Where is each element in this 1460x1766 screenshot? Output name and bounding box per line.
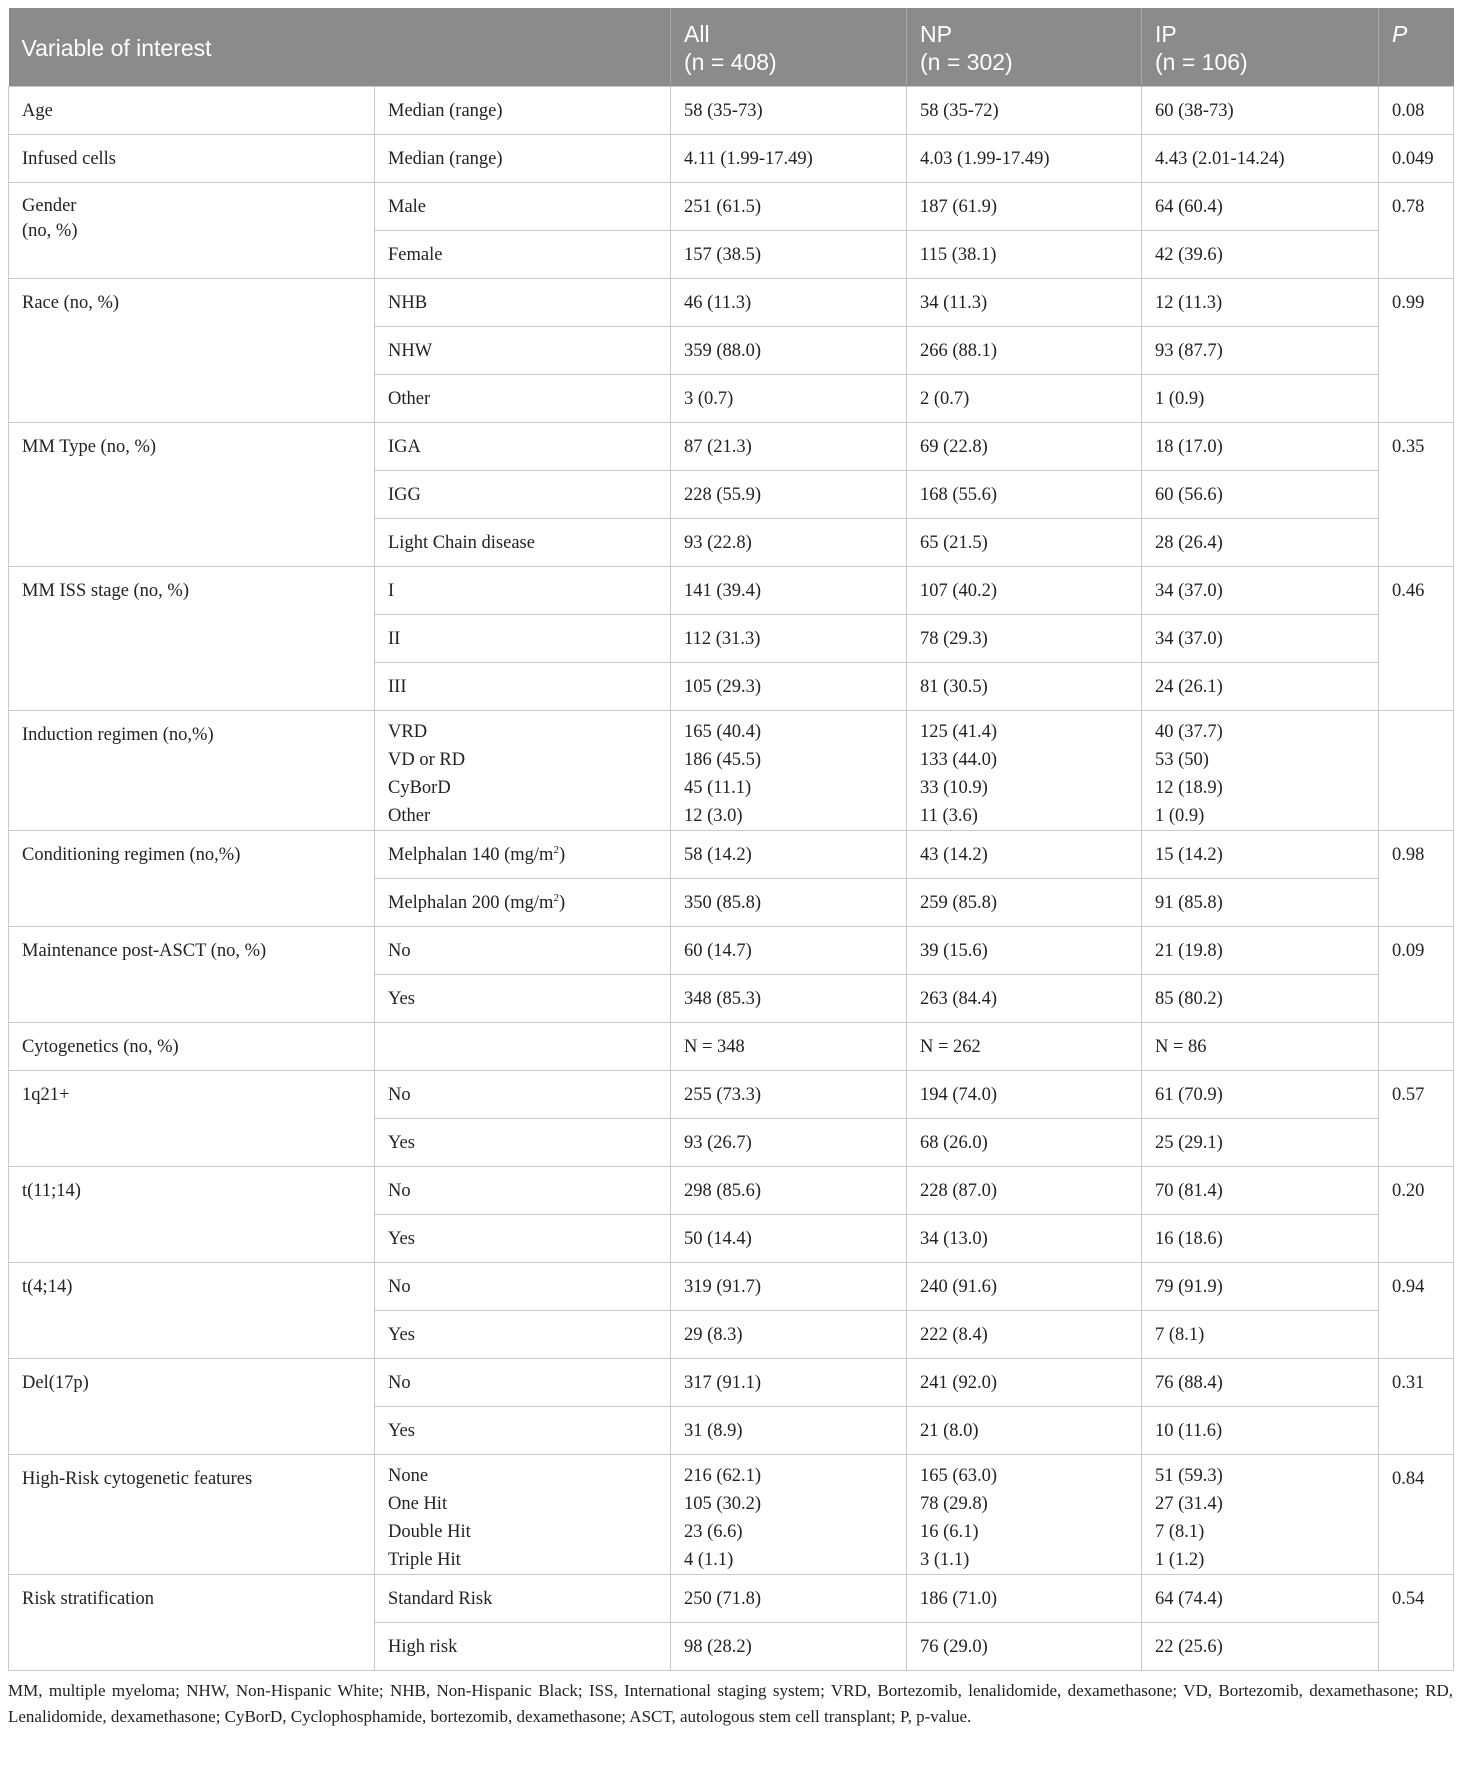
cell-np: 168 (55.6) — [907, 471, 1142, 519]
cell-all: 29 (8.3) — [671, 1311, 907, 1359]
table-row — [9, 87, 1454, 135]
row-sublabel: Standard Risk — [375, 1575, 671, 1623]
row-label: t(11;14) — [9, 1167, 375, 1263]
cell-np: 115 (38.1) — [907, 231, 1142, 279]
row-sublabel: Male — [375, 183, 671, 231]
cell-ip: 60 (56.6) — [1142, 471, 1379, 519]
table-container — [8, 8, 1453, 1730]
cell-ip: 15 (14.2) — [1142, 831, 1379, 879]
row-sublabel: No — [375, 1359, 671, 1407]
cell-ip: 93 (87.7) — [1142, 327, 1379, 375]
table-row — [9, 183, 1454, 231]
row-sublabel: NHW — [375, 327, 671, 375]
cell-all: 251 (61.5) — [671, 183, 907, 231]
cell-all: 60 (14.7) — [671, 927, 907, 975]
cell-p: 0.049 — [1379, 135, 1454, 183]
row-label-line: (no, %) — [22, 221, 78, 241]
cell-np — [907, 1455, 1142, 1575]
cell-p — [1379, 711, 1454, 831]
row-sublabel: III — [375, 663, 671, 711]
cell-np: 240 (91.6) — [907, 1263, 1142, 1311]
row-label: Maintenance post-ASCT (no, %) — [9, 927, 375, 1023]
list-item: 125 (41.4) — [920, 722, 998, 742]
row-sublabel: II — [375, 615, 671, 663]
row-label: Conditioning regimen (no,%) — [9, 831, 375, 927]
cell-p: 0.94 — [1379, 1263, 1454, 1359]
row-sublabel: Yes — [375, 1407, 671, 1455]
cell-ip: 70 (81.4) — [1142, 1167, 1379, 1215]
cell-np: 222 (8.4) — [907, 1311, 1142, 1359]
cell-np: 2 (0.7) — [907, 375, 1142, 423]
header-ip-n: (n = 106) — [1155, 49, 1248, 75]
cell-p — [1379, 1023, 1454, 1071]
superscript: 2 — [553, 891, 559, 904]
cell-p: 0.54 — [1379, 1575, 1454, 1671]
cell-ip: 21 (19.8) — [1142, 927, 1379, 975]
cell-np: 65 (21.5) — [907, 519, 1142, 567]
row-label — [9, 183, 375, 279]
cell-np: 107 (40.2) — [907, 567, 1142, 615]
cell-ip: 91 (85.8) — [1142, 879, 1379, 927]
table-footnote: MM, multiple myeloma; NHW, Non-Hispanic White; NHB, Non-Hispanic Black; ISS, International staging system; VRD, Bortezomib, lenalidomide, dexamethasone; VD, Bortezomib, dexamethasone; RD, Lenalidomide, dexamethasone; CyBorD, Cyclophosphamide, bortezomib, dexamethasone; ASCT, autologous stem cell transplant; P, p-value. — [8, 1681, 1453, 1726]
cell-np: 266 (88.1) — [907, 327, 1142, 375]
cell-all: 93 (26.7) — [671, 1119, 907, 1167]
cell-all: 105 (29.3) — [671, 663, 907, 711]
cell-np: 58 (35-72) — [907, 87, 1142, 135]
row-sublabel: IGA — [375, 423, 671, 471]
cell-all: 298 (85.6) — [671, 1167, 907, 1215]
cell-ip: 28 (26.4) — [1142, 519, 1379, 567]
cell-all: 3 (0.7) — [671, 375, 907, 423]
row-label: Induction regimen (no,%) — [9, 711, 375, 831]
cell-p: 0.20 — [1379, 1167, 1454, 1263]
header-ip-name: IP — [1155, 21, 1177, 47]
list-item: 27 (31.4) — [1155, 1494, 1223, 1514]
table-row — [9, 1359, 1454, 1407]
row-sublabel: Other — [375, 375, 671, 423]
cell-ip: 64 (74.4) — [1142, 1575, 1379, 1623]
table-row — [9, 279, 1454, 327]
sublabel-text: ) — [558, 893, 566, 913]
cell-np: 39 (15.6) — [907, 927, 1142, 975]
cell-all: 359 (88.0) — [671, 327, 907, 375]
list-item: 1 (1.2) — [1155, 1550, 1205, 1570]
cell-p: 0.08 — [1379, 87, 1454, 135]
list-item: 78 (29.8) — [920, 1494, 988, 1514]
cell-p: 0.09 — [1379, 927, 1454, 1023]
sublabel-text: ) — [558, 845, 566, 865]
cell-all: 317 (91.1) — [671, 1359, 907, 1407]
cell-np — [907, 711, 1142, 831]
cell-all: 319 (91.7) — [671, 1263, 907, 1311]
header-np-n: (n = 302) — [920, 49, 1013, 75]
cell-all: 87 (21.3) — [671, 423, 907, 471]
list-item: 165 (63.0) — [920, 1466, 998, 1486]
cell-np: 76 (29.0) — [907, 1623, 1142, 1671]
cell-all: 350 (85.8) — [671, 879, 907, 927]
cell-ip: 42 (39.6) — [1142, 231, 1379, 279]
row-label: Del(17p) — [9, 1359, 375, 1455]
row-label-line: Gender — [22, 196, 77, 216]
cell-ip — [1142, 711, 1379, 831]
cell-np: 4.03 (1.99-17.49) — [907, 135, 1142, 183]
list-item: 12 (18.9) — [1155, 778, 1223, 798]
list-item: VRD — [388, 722, 428, 742]
row-sublabel-list — [375, 1455, 671, 1575]
row-label: Race (no, %) — [9, 279, 375, 423]
row-sublabel: High risk — [375, 1623, 671, 1671]
row-label: Risk stratification — [9, 1575, 375, 1671]
cell-np: 78 (29.3) — [907, 615, 1142, 663]
cell-ip: 64 (60.4) — [1142, 183, 1379, 231]
characteristics-table — [8, 8, 1454, 1671]
cell-np: 194 (74.0) — [907, 1071, 1142, 1119]
row-label: Age — [9, 87, 375, 135]
cell-p: 0.78 — [1379, 183, 1454, 279]
list-item: 16 (6.1) — [920, 1522, 979, 1542]
cell-all: 58 (14.2) — [671, 831, 907, 879]
table-row — [9, 927, 1454, 975]
table-row — [9, 711, 1454, 831]
cell-ip: N = 86 — [1142, 1023, 1379, 1071]
list-item: CyBorD — [388, 778, 451, 798]
cell-ip: 12 (11.3) — [1142, 279, 1379, 327]
cell-np: 241 (92.0) — [907, 1359, 1142, 1407]
row-label: Infused cells — [9, 135, 375, 183]
cell-all — [671, 711, 907, 831]
list-item: 40 (37.7) — [1155, 722, 1223, 742]
table-row — [9, 135, 1454, 183]
list-item: 133 (44.0) — [920, 750, 998, 770]
row-sublabel: Female — [375, 231, 671, 279]
cell-np: 259 (85.8) — [907, 879, 1142, 927]
cell-p: 0.57 — [1379, 1071, 1454, 1167]
row-label: MM ISS stage (no, %) — [9, 567, 375, 711]
row-label: 1q21+ — [9, 1071, 375, 1167]
list-item: Double Hit — [388, 1522, 471, 1542]
table-row — [9, 1071, 1454, 1119]
sublabel-text: Melphalan 200 (mg/m — [388, 893, 554, 913]
cell-ip: 1 (0.9) — [1142, 375, 1379, 423]
list-item: Triple Hit — [388, 1550, 461, 1570]
cell-all: N = 348 — [671, 1023, 907, 1071]
table-row — [9, 1575, 1454, 1623]
cell-all — [671, 1455, 907, 1575]
cell-ip: 61 (70.9) — [1142, 1071, 1379, 1119]
list-item: 4 (1.1) — [684, 1550, 734, 1570]
header-p: P — [1379, 8, 1454, 87]
list-item: 3 (1.1) — [920, 1550, 970, 1570]
row-sublabel: Yes — [375, 1215, 671, 1263]
header-variable: Variable of interest — [9, 8, 671, 87]
cell-ip: 25 (29.1) — [1142, 1119, 1379, 1167]
cell-ip: 34 (37.0) — [1142, 615, 1379, 663]
cell-np: 69 (22.8) — [907, 423, 1142, 471]
cell-all: 93 (22.8) — [671, 519, 907, 567]
header-ip — [1142, 8, 1379, 87]
cell-p: 0.31 — [1379, 1359, 1454, 1455]
list-item: VD or RD — [388, 750, 466, 770]
cell-all: 348 (85.3) — [671, 975, 907, 1023]
list-item: Other — [388, 806, 431, 826]
list-item: 45 (11.1) — [684, 778, 752, 798]
row-sublabel: No — [375, 927, 671, 975]
list-item: 11 (3.6) — [920, 806, 978, 826]
header-np — [907, 8, 1142, 87]
list-item: 216 (62.1) — [684, 1466, 762, 1486]
list-item: 12 (3.0) — [684, 806, 743, 826]
cell-np: 263 (84.4) — [907, 975, 1142, 1023]
cell-p: 0.99 — [1379, 279, 1454, 423]
cell-np: N = 262 — [907, 1023, 1142, 1071]
table-row — [9, 1167, 1454, 1215]
sublabel-text: Melphalan 140 (mg/m — [388, 845, 554, 865]
cell-ip: 76 (88.4) — [1142, 1359, 1379, 1407]
cell-p: 0.46 — [1379, 567, 1454, 711]
row-sublabel: Light Chain disease — [375, 519, 671, 567]
row-label: t(4;14) — [9, 1263, 375, 1359]
cell-all: 98 (28.2) — [671, 1623, 907, 1671]
table-header-row — [9, 8, 1454, 87]
table-row — [9, 1263, 1454, 1311]
list-item: 53 (50) — [1155, 750, 1209, 770]
cell-p: 0.98 — [1379, 831, 1454, 927]
row-sublabel: No — [375, 1071, 671, 1119]
list-item: 186 (45.5) — [684, 750, 762, 770]
row-sublabel: No — [375, 1263, 671, 1311]
row-sublabel — [375, 1023, 671, 1071]
superscript: 2 — [553, 843, 559, 856]
cell-ip: 34 (37.0) — [1142, 567, 1379, 615]
cell-ip — [1142, 1455, 1379, 1575]
row-label: Cytogenetics (no, %) — [9, 1023, 375, 1071]
cell-np: 68 (26.0) — [907, 1119, 1142, 1167]
cell-ip: 4.43 (2.01-14.24) — [1142, 135, 1379, 183]
header-all-name: All — [684, 21, 710, 47]
row-sublabel: Median (range) — [375, 135, 671, 183]
row-sublabel: I — [375, 567, 671, 615]
cell-ip: 22 (25.6) — [1142, 1623, 1379, 1671]
list-item: 51 (59.3) — [1155, 1466, 1223, 1486]
row-sublabel — [375, 831, 671, 879]
list-item: One Hit — [388, 1494, 448, 1514]
list-item: 105 (30.2) — [684, 1494, 762, 1514]
cell-all: 58 (35-73) — [671, 87, 907, 135]
cell-ip: 18 (17.0) — [1142, 423, 1379, 471]
table-row — [9, 423, 1454, 471]
cell-np: 186 (71.0) — [907, 1575, 1142, 1623]
cell-all: 4.11 (1.99-17.49) — [671, 135, 907, 183]
cell-ip: 7 (8.1) — [1142, 1311, 1379, 1359]
header-all — [671, 8, 907, 87]
row-label: MM Type (no, %) — [9, 423, 375, 567]
row-sublabel: IGG — [375, 471, 671, 519]
cell-p: 0.35 — [1379, 423, 1454, 567]
cell-all: 50 (14.4) — [671, 1215, 907, 1263]
header-all-n: (n = 408) — [684, 49, 777, 75]
cell-np: 34 (13.0) — [907, 1215, 1142, 1263]
table-row — [9, 831, 1454, 879]
cell-ip: 24 (26.1) — [1142, 663, 1379, 711]
cell-ip: 60 (38-73) — [1142, 87, 1379, 135]
list-item: 23 (6.6) — [684, 1522, 743, 1542]
cell-ip: 85 (80.2) — [1142, 975, 1379, 1023]
cell-ip: 10 (11.6) — [1142, 1407, 1379, 1455]
list-item: None — [388, 1466, 429, 1486]
table-row — [9, 1455, 1454, 1575]
table-row — [9, 1023, 1454, 1071]
cell-all: 141 (39.4) — [671, 567, 907, 615]
cell-all: 46 (11.3) — [671, 279, 907, 327]
row-sublabel — [375, 879, 671, 927]
list-item: 1 (0.9) — [1155, 806, 1205, 826]
cell-np: 228 (87.0) — [907, 1167, 1142, 1215]
row-sublabel: NHB — [375, 279, 671, 327]
row-sublabel: Yes — [375, 1119, 671, 1167]
list-item: 7 (8.1) — [1155, 1522, 1205, 1542]
row-sublabel-list — [375, 711, 671, 831]
cell-np: 34 (11.3) — [907, 279, 1142, 327]
table-row — [9, 567, 1454, 615]
list-item: 33 (10.9) — [920, 778, 988, 798]
cell-all: 112 (31.3) — [671, 615, 907, 663]
row-sublabel: Yes — [375, 975, 671, 1023]
row-sublabel: Yes — [375, 1311, 671, 1359]
row-label: High-Risk cytogenetic features — [9, 1455, 375, 1575]
cell-np: 21 (8.0) — [907, 1407, 1142, 1455]
cell-ip: 79 (91.9) — [1142, 1263, 1379, 1311]
cell-np: 187 (61.9) — [907, 183, 1142, 231]
cell-p: 0.84 — [1379, 1455, 1454, 1575]
header-np-name: NP — [920, 21, 952, 47]
cell-np: 43 (14.2) — [907, 831, 1142, 879]
cell-all: 157 (38.5) — [671, 231, 907, 279]
cell-all: 228 (55.9) — [671, 471, 907, 519]
row-sublabel: No — [375, 1167, 671, 1215]
cell-all: 255 (73.3) — [671, 1071, 907, 1119]
list-item: 165 (40.4) — [684, 722, 762, 742]
cell-np: 81 (30.5) — [907, 663, 1142, 711]
cell-all: 250 (71.8) — [671, 1575, 907, 1623]
cell-ip: 16 (18.6) — [1142, 1215, 1379, 1263]
cell-all: 31 (8.9) — [671, 1407, 907, 1455]
row-sublabel: Median (range) — [375, 87, 671, 135]
